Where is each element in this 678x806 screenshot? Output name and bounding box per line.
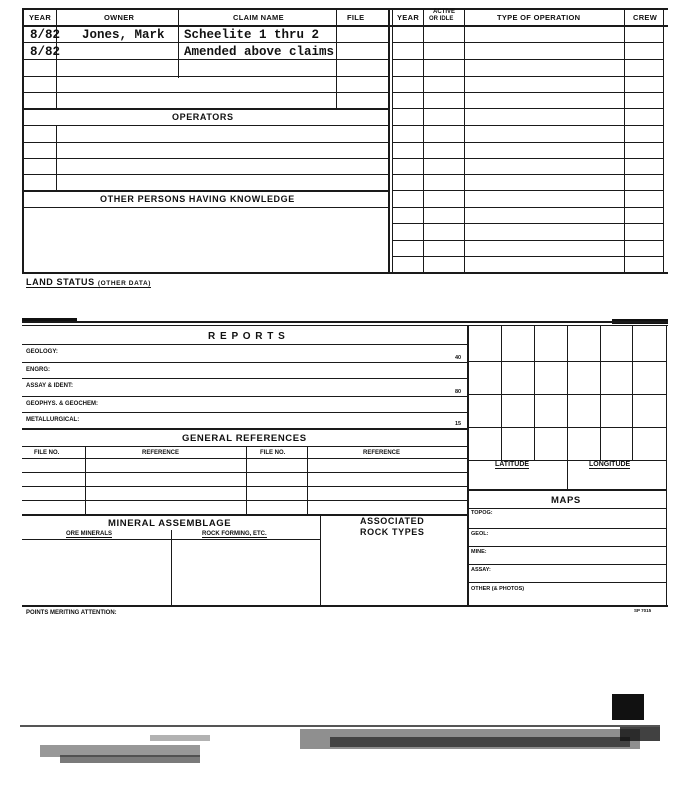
op-col-line [464,8,465,273]
grid-right-border [666,325,667,605]
gen-ref-line [22,486,467,487]
operators-line [22,158,388,159]
col-claim-name-header: CLAIM NAME [233,13,284,22]
other-persons-top-line [22,190,388,192]
top-section-bottom [22,272,668,274]
grid-line [567,325,568,489]
reports-top-border [22,321,668,323]
claims-col-line [336,8,337,108]
grid-line [467,394,666,395]
op-row-line [392,92,663,93]
reports-line [22,362,467,363]
maps-top-line [467,489,666,491]
op-row-line [392,108,663,109]
rock-types-title-1: ASSOCIATED [360,516,425,526]
table-divider [388,8,390,273]
op-crew-header: CREW [633,13,658,22]
op-row-line [392,158,663,159]
reports-line [22,412,467,413]
claim-owner: Jones, Mark [82,28,165,42]
operators-line [22,174,388,175]
rock-types-divider [320,514,321,605]
report-geology: GEOLOGY: [26,349,58,355]
claims-row-line [22,92,388,93]
grid-line [632,325,633,460]
gen-ref-file-no-header: FILE NO. [34,450,60,456]
gen-ref-line [22,458,467,459]
report-assay: ASSAY & IDENT: [26,383,74,389]
claim-name: Amended above claims [184,45,335,59]
op-col-line [624,8,625,273]
map-geol: GEOL: [471,531,489,537]
op-row-line [392,207,663,208]
operators-top-line [22,108,388,110]
land-status-title: LAND STATUS (OTHER DATA) [26,277,152,287]
map-assay: ASSAY: [471,567,491,573]
claims-row-line [22,76,388,77]
col-owner-header: OWNER [104,13,135,22]
op-row-line [392,59,663,60]
grid-line [467,361,666,362]
report-num: 80 [455,389,462,395]
op-row-line [392,76,663,77]
other-persons-line [22,207,388,208]
operators-col-line [56,125,57,190]
op-row-line [392,142,663,143]
map-other-photos: OTHER (& PHOTOS) [471,586,525,592]
op-row-line [392,223,663,224]
maps-line [467,546,666,547]
claims-row-line [22,42,388,43]
gen-ref-reference-header: REFERENCE [142,450,180,456]
gen-ref-line [22,446,467,447]
reports-line [22,396,467,397]
reports-bottom-border [22,605,668,607]
op-col-line [423,8,424,273]
operators-line [22,142,388,143]
gen-ref-line [22,500,467,501]
report-geophys: GEOPHYS. & GEOCHEM: [26,401,99,407]
claim-year: 8/82 [30,28,61,42]
report-engrg: ENGRG: [26,367,50,373]
maps-line [467,528,666,529]
ore-minerals-header: ORE MINERALS [66,531,113,537]
report-num: 15 [455,421,462,427]
op-row-line [392,42,663,43]
claims-col-line [178,8,179,78]
grid-line [467,427,666,428]
rock-forming-header: ROCK FORMING, ETC. [202,531,267,537]
grid-line [600,325,601,460]
maps-line [467,564,666,565]
op-row-line [392,256,663,257]
right-border [663,8,664,273]
op-year-header: YEAR [397,13,420,22]
report-num: 40 [455,355,462,361]
general-references-title: GENERAL REFERENCES [182,433,307,444]
gen-ref-file-no-header: FILE NO. [260,450,286,456]
gen-ref-line [22,472,467,473]
op-row-line [392,125,663,126]
gen-ref-reference-header: REFERENCE [363,450,401,456]
claim-name: Scheelite 1 thru 2 [184,28,320,42]
reports-line [22,344,467,345]
op-type-header: TYPE OF OPERATION [497,13,581,22]
mineral-col-line [171,530,172,605]
op-row-line [392,174,663,175]
claims-row-line [22,59,388,60]
op-row-line [392,190,663,191]
reports-bottom-line [22,428,467,430]
map-mine: MINE: [471,549,487,555]
reports-right-divider [467,325,469,605]
top-border [22,8,668,10]
longitude-label: LONGITUDE [589,461,631,468]
reports-line [22,378,467,379]
other-persons-title: OTHER PERSONS HAVING KNOWLEDGE [100,194,295,204]
header-row-line [22,25,668,27]
map-topog: TOPOG: [471,510,493,516]
grid-line [501,325,502,460]
latitude-label: LATITUDE [495,461,530,468]
op-active-header: ACTIVE [433,9,456,15]
op-idle-header: OR IDLE [429,16,454,22]
scan-noise-band [0,715,678,775]
form-number: SP 7015 [634,608,652,613]
operators-line [22,125,388,126]
mineral-assemblage-title: MINERAL ASSEMBLAGE [108,518,232,529]
gen-ref-col-line [85,446,86,514]
gen-ref-col-line [246,446,247,514]
report-metallurgical: METALLURGICAL: [26,417,80,423]
gen-ref-col-line [307,446,308,514]
col-year-header: YEAR [29,13,52,22]
claim-year: 8/82 [30,45,61,59]
maps-line [467,508,666,509]
maps-title: MAPS [551,495,581,506]
op-row-line [392,240,663,241]
table-divider-inner [392,8,393,273]
operators-title: OPERATORS [172,112,234,122]
reports-title: R E P O R T S [208,331,286,342]
reports-top-border-inner [22,325,668,326]
grid-line [534,325,535,460]
points-meriting-attention: POINTS MERITING ATTENTION: [26,610,117,616]
col-file-header: FILE [347,13,365,22]
left-border [22,8,24,273]
maps-line [467,582,666,583]
rock-types-title-2: ROCK TYPES [360,527,425,537]
